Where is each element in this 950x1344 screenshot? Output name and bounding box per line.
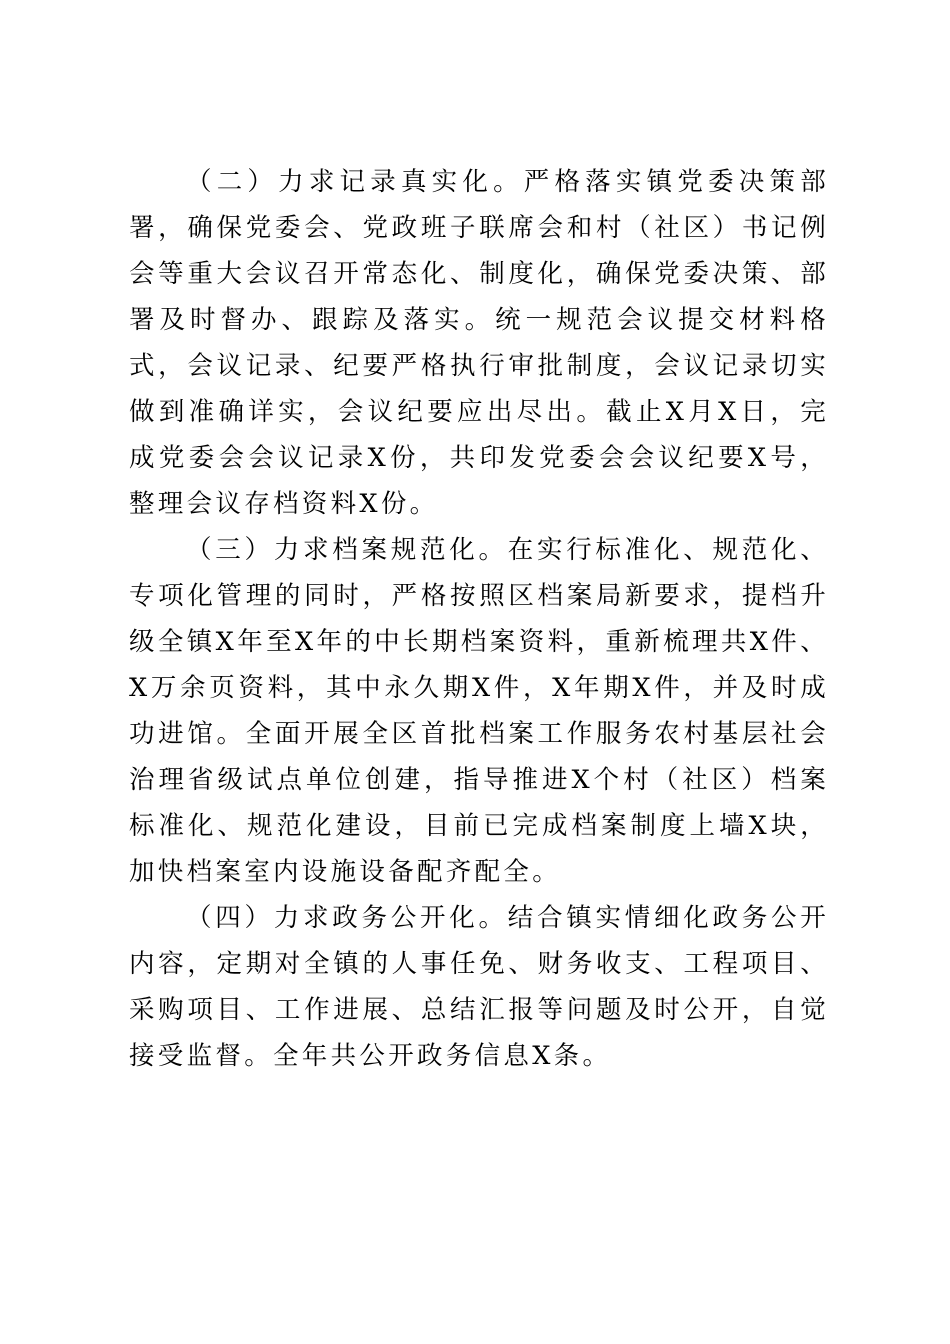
- paragraph-publicity: （四）力求政务公开化。结合镇实情细化政务公开内容，定期对全镇的人事任免、财务收支、工程项目、采购项目、工作进展、总结汇报等问题及时公开，自觉接受监督。全年共公开政务信息X条。: [129, 903, 829, 1071]
- document-body: [129, 159, 829, 1079]
- paragraph-records: （二）力求记录真实化。严格落实镇党委决策部署，确保党委会、党政班子联席会和村（社区）书记例会等重大会议召开常态化、制度化，确保党委决策、部署及时督办、跟踪及落实。统一规范会议提交材料格式，会议记录、纪要严格执行审批制度，会议记录切实做到准确详实，会议纪要应出尽出。截止X月X日，完成党委会会议记录X份，共印发党委会会议纪要X号，整理会议存档资料X份。: [129, 167, 829, 519]
- paragraph-archives: （三）力求档案规范化。在实行标准化、规范化、专项化管理的同时，严格按照区档案局新要求，提档升级全镇X年至X年的中长期档案资料，重新梳理共X件、X万余页资料，其中永久期X件，X年期X件，并及时成功进馆。全面开展全区首批档案工作服务农村基层社会治理省级试点单位创建，指导推进X个村（社区）档案标准化、规范化建设，目前已完成档案制度上墙X块，加快档案室内设施设备配齐配全。: [129, 535, 829, 887]
